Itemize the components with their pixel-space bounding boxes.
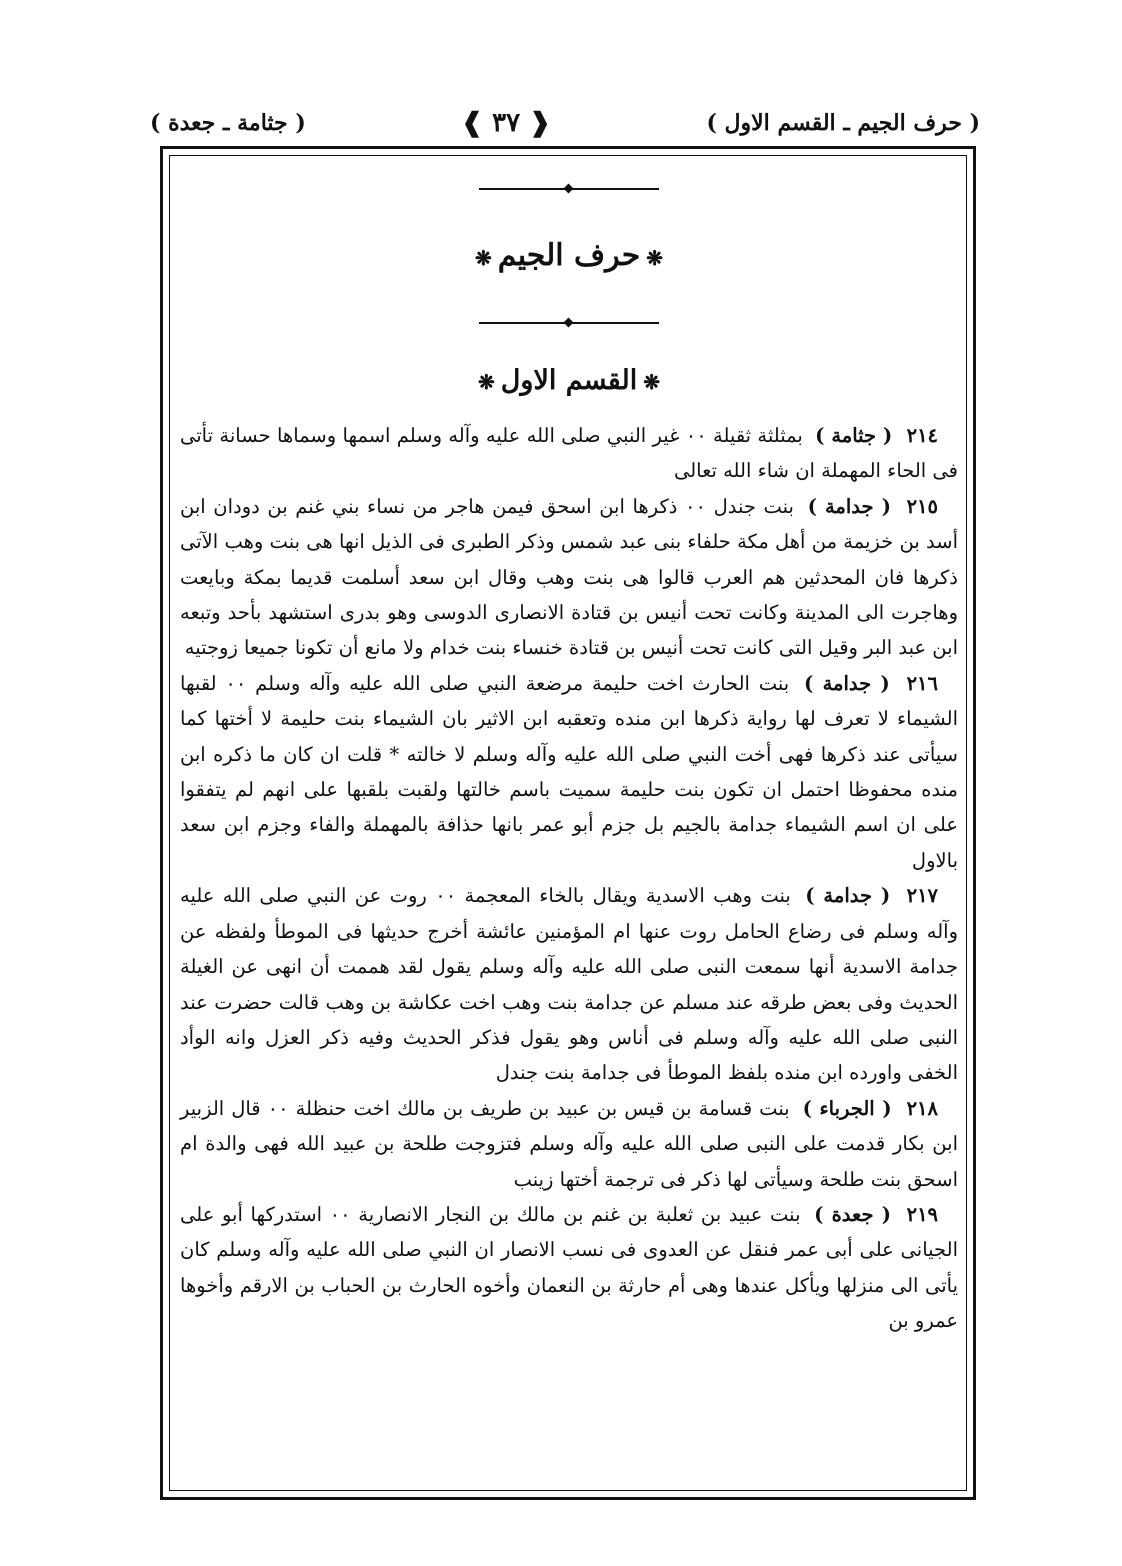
header-entry-range: ( جثامة ـ جعدة ) — [150, 110, 306, 136]
letter-heading — [180, 238, 958, 273]
entry — [180, 489, 958, 666]
page-number: ❰ ٣٧ ❱ — [461, 108, 551, 138]
entry-number: ٢١٦ — [906, 671, 938, 695]
ornament-icon: ❋ — [474, 246, 492, 270]
entry-number: ٢١٧ — [906, 884, 939, 908]
entry-text: بنت عبيد بن ثعلبة بن غنم بن مالك بن النجار الانصارية ٠٠ استدركها أبو على الجيانى على أبى عمر فنقل عن العدوى فى نسب الانصار ان النبي صلى الله عليه وآله وسلم كان يأتى الى منزلها ويأكل عندها وهى أم حارثة بن النعمان وأخوه الحارث بن الحباب بن الارقم وأخوها عمرو بن — [180, 1202, 958, 1333]
entry — [180, 1091, 958, 1197]
page-content — [180, 160, 958, 1490]
ornament-icon: ❋ — [646, 246, 664, 270]
entry-name: ( جعدة ) — [814, 1202, 891, 1226]
entry-text: بمثلثة ثقيلة ٠٠ غير النبي صلى الله عليه وآله وسلم اسمها وسماها حسانة تأتى فى الحاء المهملة ان شاء الله تعالى — [180, 424, 958, 483]
entry — [180, 1197, 958, 1339]
entry-number: ٢١٥ — [906, 494, 938, 518]
entry-name: ( جدامة ) — [807, 494, 891, 518]
running-header — [150, 98, 980, 148]
entry-text: بنت الحارث اخت حليمة مرضعة النبي صلى الله عليه وآله وسلم ٠٠ لقبها الشيماء لا تعرف لها رواية ذكرها ابن منده وتعقبه ابن الاثير بان الشيماء بنت حليمة لا أختها كما سيأتى عند ذكرها فهى أخت النبي صلى الله عليه وآله وسلم لا خالته * قلت ان كان ما ذكره ابن منده محفوظا احتمل ان تكون بنت حليمة سميت باسم خالتها ولقبت بلقبها على انهم لم يتفقوا على ان اسم الشيماء جدامة بالجيم بل جزم أبو عمر بانها حذافة بالمهملة والفاء وجزم ابن سعد بالاول — [180, 671, 958, 872]
entry-text: بنت جندل ٠٠ ذكرها ابن اسحق فيمن هاجر من نساء بني غنم بن دودان ابن أسد بن خزيمة من أهل مكة حلفاء بنى عبد شمس وذكر الطبرى فى الذيل انها هى بنت وهب الآتى ذكرها فان المحدثين هم العرب قالوا هى بنت وهب وقال ابن سعد أسلمت قديما بمكة وبايعت وهاجرت الى المدينة وكانت تحت أنيس بن قتادة الانصارى الدوسى وهو بدرى استشهد بأحد وتبعه ابن عبد البر وقيل التى كانت تحت أنيس بن قتادة خنساء بنت خدام ولا مانع أن تكونا جميعا زوجتيه — [180, 494, 958, 660]
header-chapter-title: ( حرف الجيم ـ القسم الاول ) — [706, 110, 980, 136]
entry-number: ٢١٤ — [906, 424, 939, 447]
entry — [180, 878, 958, 1090]
entry-number: ٢١٨ — [906, 1096, 938, 1120]
entry-name: ( الجرباء ) — [802, 1096, 892, 1120]
ornament-icon: ❋ — [478, 370, 495, 394]
entry — [180, 418, 958, 489]
entry-name: ( جثامة ) — [815, 424, 893, 447]
entries-list — [180, 418, 958, 1339]
entry — [180, 666, 958, 878]
entry-name: ( جدامة ) — [805, 884, 891, 908]
ornament-divider-middle — [479, 318, 659, 328]
entry-number: ٢١٩ — [906, 1202, 939, 1226]
ornament-icon: ❋ — [643, 370, 660, 394]
section-heading — [180, 365, 958, 396]
letter-heading-text: حرف الجيم — [497, 238, 641, 273]
section-heading-text: القسم الاول — [500, 365, 638, 396]
entry-name: ( جدامة ) — [803, 671, 890, 695]
entry-text: بنت وهب الاسدية ويقال بالخاء المعجمة ٠٠ روت عن النبي صلى الله عليه وآله وسلم فى رضاع الحامل روت عنها ام المؤمنين عائشة أخرج حديثها فى الموطأ ولفظه عن جدامة الاسدية أنها سمعت النبى صلى الله عليه وآله وسلم يقول لقد هممت أن انهى عن الغيلة الحديث وفى بعض طرقه عند مسلم عن جدامة بنت وهب اخت عكاشة بن وهب قالت حضرت عند النبى صلى الله عليه وآله وسلم فى أناس وهو يقول فذكر الحديث وفيه ذكر العزل وانه الوأد الخفى واورده ابن منده بلفظ الموطأ فى جدامة بنت جندل — [180, 884, 958, 1085]
ornament-divider-top — [479, 184, 659, 194]
entry-text: بنت قسامة بن قيس بن عبيد بن طريف بن مالك اخت حنظلة ٠٠ قال الزبير ابن بكار قدمت على النبى صلى الله عليه وآله وسلم فتزوجت طلحة بن عبيد الله فهى والدة ام اسحق بنت طلحة وسيأتى لها ذكر فى ترجمة أختها زينب — [180, 1096, 958, 1191]
